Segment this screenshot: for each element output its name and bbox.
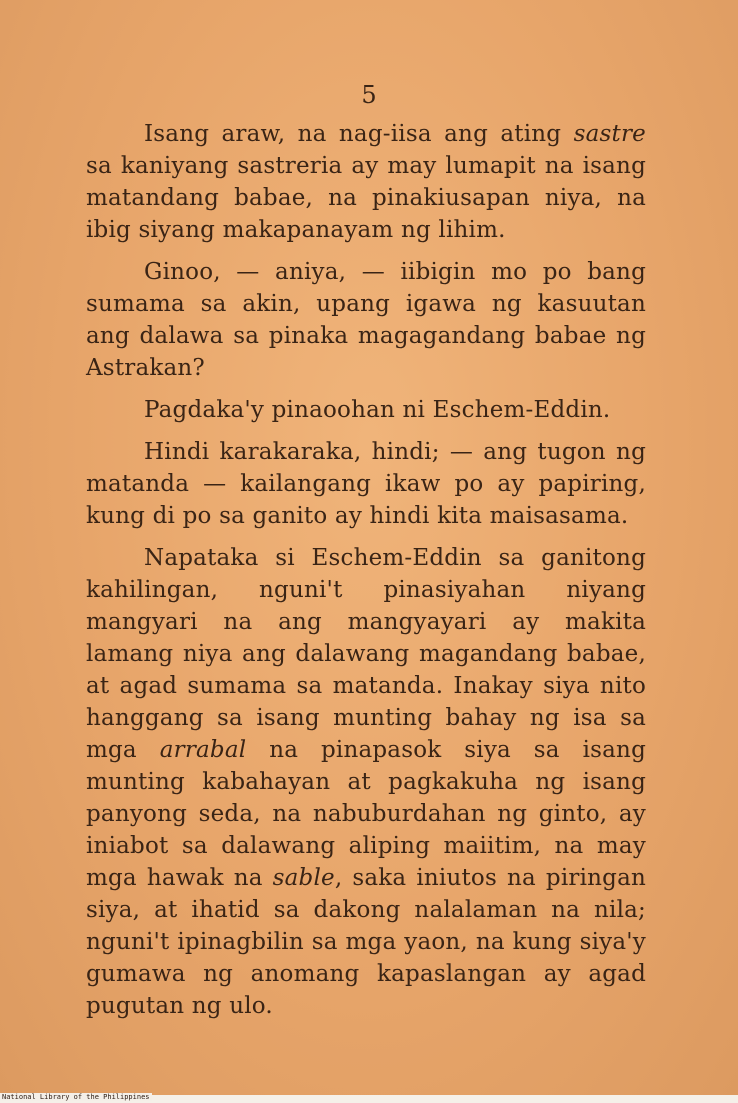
footer-credit: National Library of the Philippines [2, 1093, 150, 1101]
paragraph-1: Isang araw, na nag-iisa ang ating sastre sa kaniyang sastreria ay may lumapit na isang matandang babae, na pinakiusapan niya, na ibig siyang makapanayam ng lihim. [86, 121, 646, 243]
page-number: 5 [361, 81, 377, 109]
body-text [86, 118, 646, 1022]
paragraph-3: Pagdaka'y pinaoohan ni Eschem-Eddin. [144, 397, 611, 423]
paragraph-5: Napataka si Eschem-Eddin sa ganitong kahilingan, nguni't pinasiyahan niyang mangyari na ang mangyayari ay makita lamang niya ang dalawang magandang babae, at agad sumama sa matanda. Inakay siya nito hanggang sa isang munting bahay ng isa sa mga arrabal na pinapasok siya sa isang munting kabahayan at pagkakuha ng isang panyong seda, na nabuburdahan ng ginto, ay iniabot sa dalawang aliping maiitim, na may mga hawak na sable, saka iniutos na piringan siya, at ihatid sa dakong nalalaman na nila; nguni't ipinagbilin sa mga yaon, na kung siya'y gumawa ng anomang kapaslangan ay agad pugutan ng ulo. [86, 545, 646, 1019]
paragraph-2: Ginoo, — aniya, — iibigin mo po bang sumama sa akin, upang igawa ng kasuutan ang dalawa sa pinaka magagandang babae ng Astrakan? [86, 259, 646, 381]
paragraph-4: Hindi karakaraka, hindi; — ang tugon ng matanda — kailangang ikaw po ay papiring, kung di po sa ganito ay hindi kita maisasama. [86, 439, 646, 529]
